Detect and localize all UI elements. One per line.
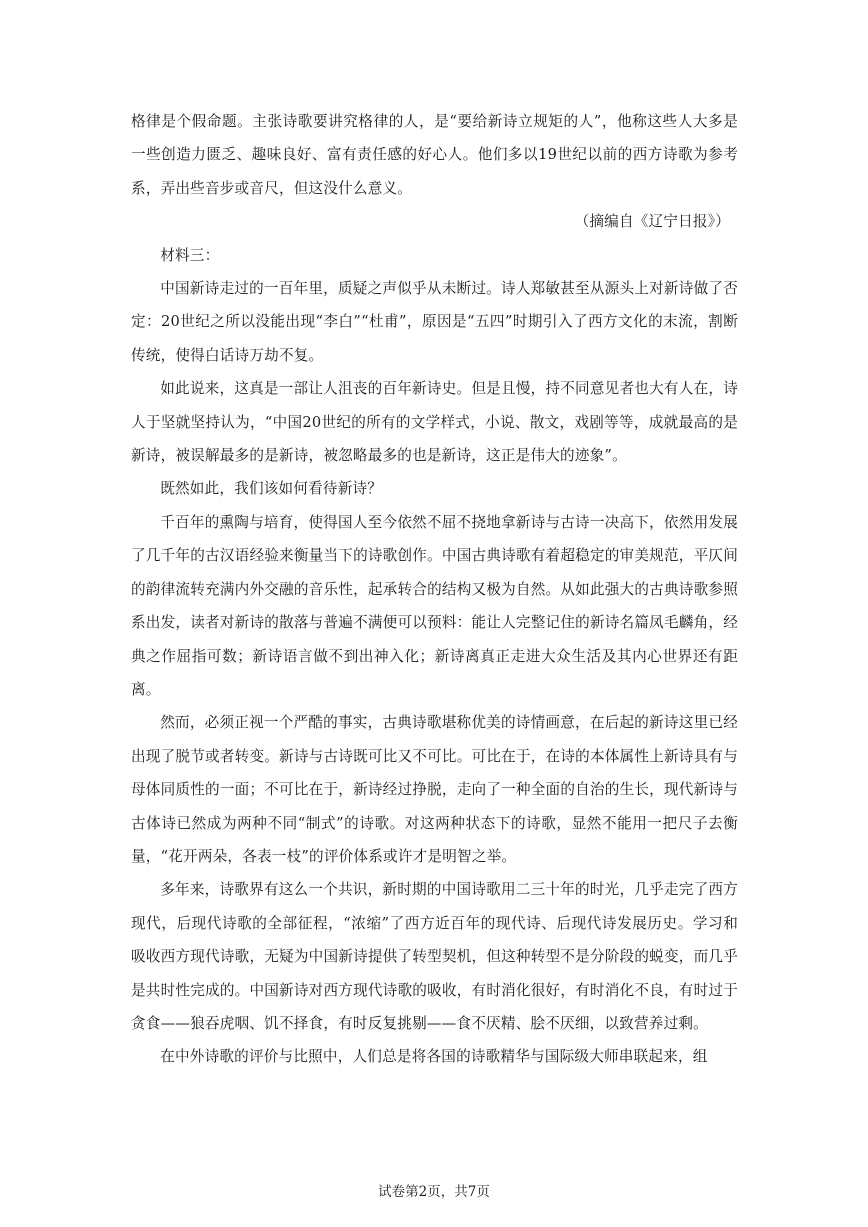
paragraph: 然而，必须正视一个严酷的事实，古典诗歌堪称优美的诗情画意，在后起的新诗这里已经出现了脱节或者转变。新诗与古诗既可比又不可比。可比在于，在诗的本体属性上新诗具有与母体同质性的一面；不可比在于，新诗经过挣脱，走向了一种全面的自治的生长，现代新诗与古体诗已然成为两种不同“制式”的诗歌。对这两种状态下的诗歌，显然不能用一把尺子去衡量，“花开两朵，各表一枝”的评价体系或许才是明智之举。 — [131, 714, 738, 865]
paragraph: 如此说来，这真是一部让人沮丧的百年新诗史。但是且慢，持不同意见者也大有人在，诗人于坚就坚持认为，“中国20世纪的所有的文学样式，小说、散文，戏剧等等，成就最高的是新诗，被误解最多的是新诗，被忽略最多的也是新诗，这正是伟大的迹象”。 — [131, 380, 738, 465]
article-body — [131, 105, 738, 1074]
paragraph-continued: 格律是个假命题。主张诗歌要讲究格律的人，是“要给新诗立规矩的人”，他称这些人大多是一些创造力匮乏、趣味良好、富有责任感的好心人。他们多以19世纪以前的西方诗歌为参考系，弄出些音步或音尺，但这没什么意义。 — [131, 113, 738, 197]
source-citation: （摘编自《辽宁日报》） — [574, 213, 730, 231]
paragraph: 在中外诗歌的评价与比照中，人们总是将各国的诗歌精华与国际级大师串联起来，组 — [160, 1048, 708, 1066]
paragraph: 既然如此，我们该如何看待新诗？ — [160, 480, 383, 498]
paragraph: 千百年的熏陶与培育，使得国人至今依然不屈不挠地拿新诗与古诗一决高下，依然用发展了几千年的古汉语经验来衡量当下的诗歌创作。中国古典诗歌有着超稳定的审美规范，平仄间的韵律流转充满内外交融的音乐性，起承转合的结构又极为自然。从如此强大的古典诗歌参照系出发，读者对新诗的散落与普遍不满便可以预料：能让人完整记住的新诗名篇凤毛麟角，经典之作屈指可数；新诗语言做不到出神入化；新诗离真正走进大众生活及其内心世界还有距离。 — [131, 513, 738, 698]
material-heading: 材料三： — [160, 246, 220, 264]
paragraph: 多年来，诗歌界有这么一个共识，新时期的中国诗歌用二三十年的时光，几乎走完了西方现代，后现代诗歌的全部征程，“浓缩”了西方近百年的现代诗、后现代诗发展历史。学习和吸收西方现代诗歌，无疑为中国新诗提供了转型契机，但这种转型不是分阶段的蜕变，而几乎是共时性完成的。中国新诗对西方现代诗歌的吸收，有时消化很好，有时消化不良，有时过于贪食——狼吞虎咽、饥不择食，有时反复挑剔——食不厌精、脍不厌细，以致营养过剩。 — [131, 881, 738, 1032]
page-number-footer: 试卷第2页，共7页 — [378, 1184, 490, 1200]
paragraph: 中国新诗走过的一百年里，质疑之声似乎从未断过。诗人郑敏甚至从源头上对新诗做了否定：20世纪之所以没能出现“李白”“杜甫”，原因是“五四”时期引入了西方文化的末流，割断传统，使得白话诗万劫不复。 — [131, 280, 738, 364]
